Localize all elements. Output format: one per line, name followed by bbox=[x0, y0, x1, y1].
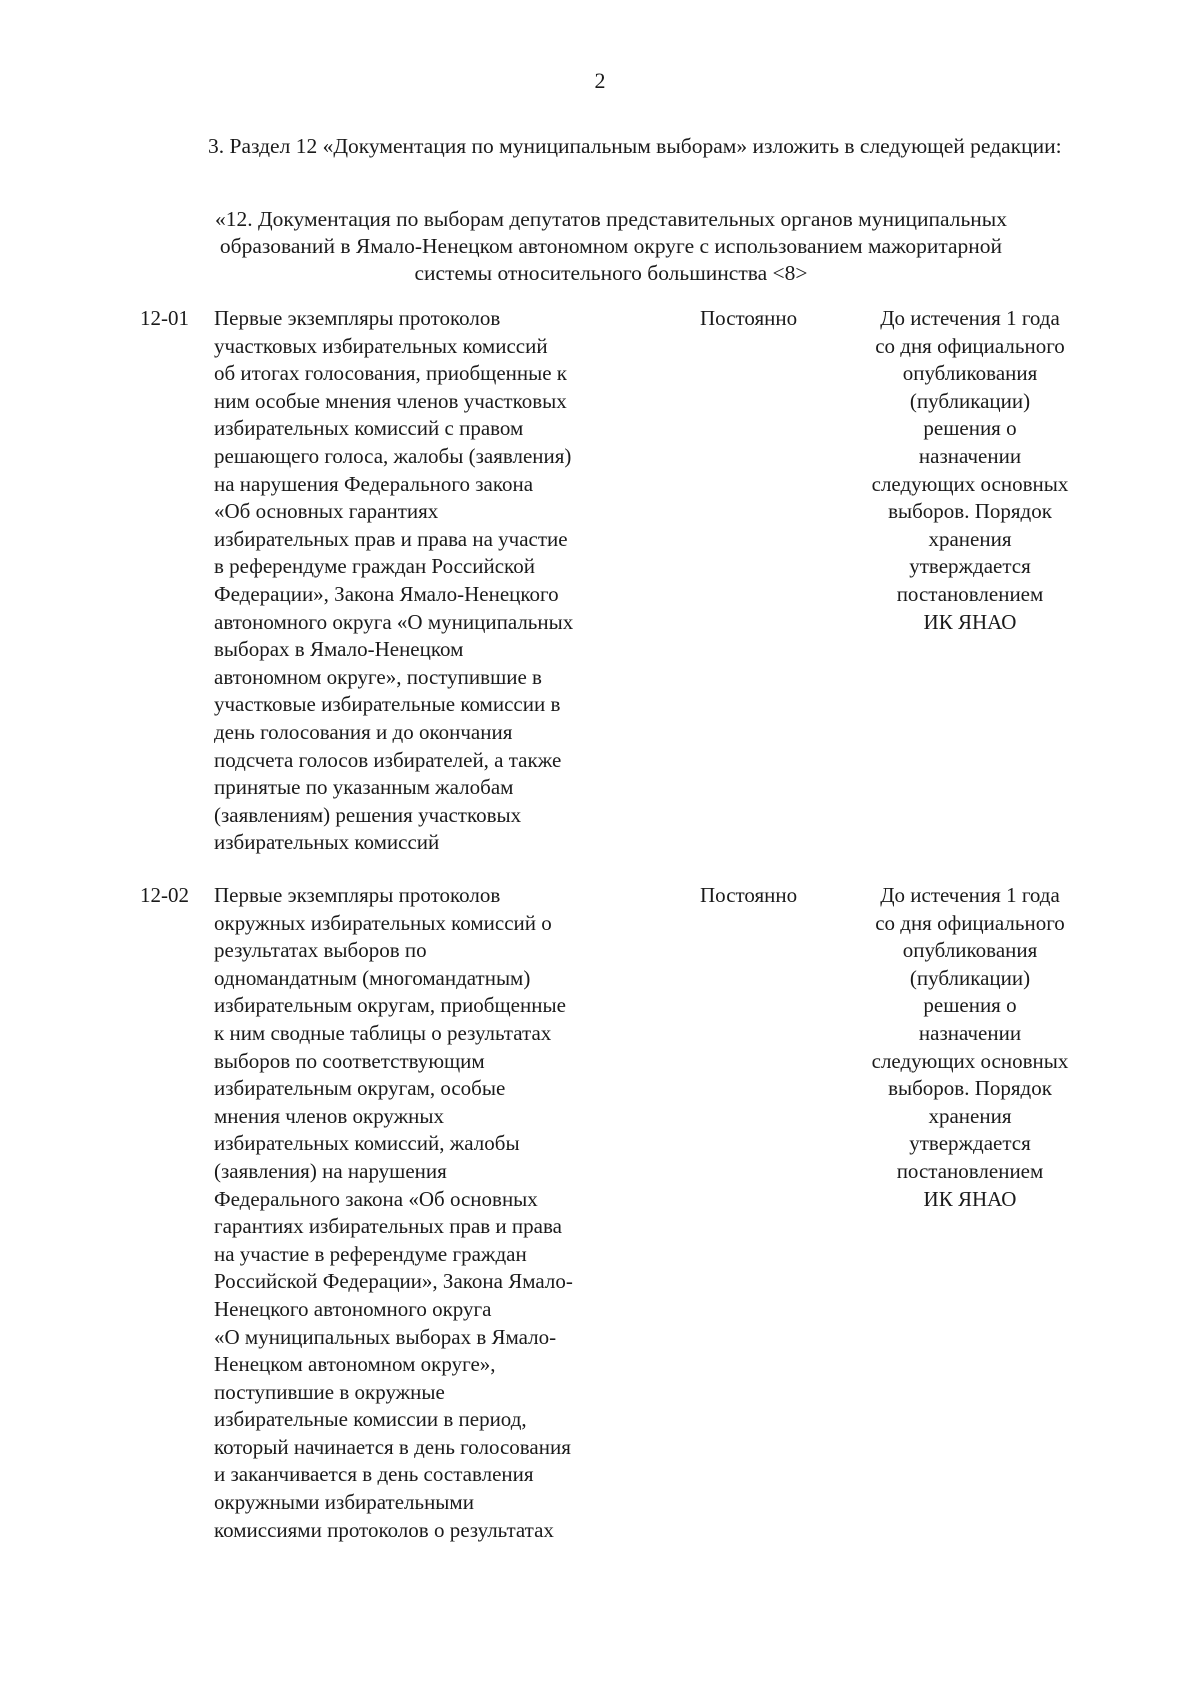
description-line: участковых избирательных комиссий bbox=[214, 333, 548, 358]
retention-term: Постоянно bbox=[700, 883, 798, 907]
description-line: избирательным округам, особые bbox=[214, 1076, 506, 1101]
note-line: ИК ЯНАО bbox=[923, 609, 1017, 634]
description-line: окружными избирательными bbox=[214, 1490, 474, 1515]
note-line: назначении bbox=[918, 443, 1022, 468]
description-line: день голосования и до окончания bbox=[214, 719, 513, 744]
description-line: окружных избирательных комиссий о bbox=[214, 910, 552, 935]
description-line: подсчета голосов избирателей, а также bbox=[214, 747, 562, 772]
amendment-paragraph bbox=[136, 122, 1086, 170]
description-line: и заканчивается в день составления bbox=[214, 1462, 534, 1487]
section-heading-line: образований в Ямало-Ненецком автономном округе с использованием мажоритарной bbox=[219, 234, 1003, 258]
description-line: Первые экземпляры протоколов bbox=[214, 306, 501, 330]
description-line: Российской Федерации», Закона Ямало- bbox=[214, 1269, 573, 1294]
row-code: 12-01 bbox=[140, 306, 189, 330]
note-line: опубликования bbox=[902, 938, 1038, 963]
description-line: мнения членов окружных bbox=[214, 1103, 445, 1128]
note-line: До истечения 1 года bbox=[880, 883, 1060, 907]
note-line: решения о bbox=[923, 993, 1017, 1018]
note-line: решения о bbox=[923, 416, 1017, 441]
note-line: (публикации) bbox=[909, 388, 1031, 413]
note-line: выборов. Порядок bbox=[888, 499, 1052, 524]
description-line: автономном округе», поступившие в bbox=[214, 664, 542, 689]
description-line: в референдуме граждан Российской bbox=[214, 554, 535, 579]
description-line: поступившие в окружные bbox=[214, 1379, 445, 1404]
description-line: на нарушения Федерального закона bbox=[214, 471, 534, 496]
note-line: (публикации) bbox=[909, 965, 1031, 990]
description-line: «Об основных гарантиях bbox=[214, 499, 439, 524]
amendment-text-line: 3. Раздел 12 «Документация по муниципальным выборам» изложить в следующей bbox=[208, 134, 965, 158]
page-number: 2 bbox=[594, 68, 606, 93]
retention-term: Постоянно bbox=[700, 306, 798, 330]
description-line: решающего голоса, жалобы (заявления) bbox=[214, 443, 572, 468]
description-line: (заявления) на нарушения bbox=[214, 1158, 447, 1183]
description-line: «О муниципальных выборах в Ямало- bbox=[214, 1324, 557, 1349]
description-line: Ненецком автономном округе», bbox=[214, 1352, 496, 1377]
description-line: выборах в Ямало-Ненецком bbox=[214, 637, 464, 662]
note-line: ИК ЯНАО bbox=[923, 1186, 1017, 1211]
description-line: Ненецкого автономного округа bbox=[214, 1296, 492, 1321]
note-line: постановлением bbox=[896, 1158, 1044, 1183]
description-line: избирательным округам, приобщенные bbox=[214, 993, 566, 1018]
note-line: со дня официального bbox=[875, 333, 1065, 358]
amendment-text-line: редакции: bbox=[970, 134, 1062, 158]
description-line: избирательных комиссий bbox=[214, 830, 440, 855]
note-line: утверждается bbox=[909, 1131, 1031, 1156]
description-line: избирательных комиссий, жалобы bbox=[214, 1131, 520, 1156]
note-line: опубликования bbox=[902, 361, 1038, 386]
note-line: следующих основных bbox=[871, 1048, 1069, 1073]
retention-note bbox=[840, 305, 1100, 636]
retention-note bbox=[840, 882, 1100, 1213]
description-line: выборов по соответствующим bbox=[214, 1048, 485, 1073]
description-line: автономного округа «О муниципальных bbox=[214, 609, 574, 634]
description-line: к ним сводные таблицы о результатах bbox=[214, 1020, 552, 1045]
row-code: 12-02 bbox=[140, 883, 189, 907]
description-line: Федерации», Закона Ямало-Ненецкого bbox=[214, 581, 559, 606]
note-line: постановлением bbox=[896, 581, 1044, 606]
description-line: ним особые мнения членов участковых bbox=[214, 388, 567, 413]
description-line: который начинается в день голосования bbox=[214, 1434, 571, 1459]
row-description bbox=[214, 305, 634, 857]
description-line: Первые экземпляры протоколов bbox=[214, 883, 501, 907]
description-line: на участие в референдуме граждан bbox=[214, 1241, 527, 1266]
description-line: одномандатным (многомандатным) bbox=[214, 965, 531, 990]
section-heading-line: системы относительного большинства <8> bbox=[414, 261, 808, 285]
note-line: назначении bbox=[918, 1020, 1022, 1045]
note-line: следующих основных bbox=[871, 471, 1069, 496]
description-line: избирательных комиссий с правом bbox=[214, 416, 524, 441]
section-heading-line: «12. Документация по выборам депутатов представительных органов муниципальных bbox=[214, 207, 1007, 231]
note-line: выборов. Порядок bbox=[888, 1076, 1052, 1101]
description-line: избирательные комиссии в период, bbox=[214, 1407, 527, 1432]
description-line: избирательных прав и права на участие bbox=[214, 526, 568, 551]
note-line: хранения bbox=[928, 1103, 1012, 1128]
description-line: участковые избирательные комиссии в bbox=[214, 692, 561, 717]
description-line: (заявлениям) решения участковых bbox=[214, 802, 522, 827]
row-description bbox=[214, 882, 634, 1544]
note-line: хранения bbox=[928, 526, 1012, 551]
description-line: принятые по указанным жалобам bbox=[214, 775, 514, 800]
description-line: Федерального закона «Об основных bbox=[214, 1186, 538, 1211]
section-heading bbox=[136, 206, 1086, 287]
description-line: комиссиями протоколов о результатах bbox=[214, 1517, 554, 1542]
note-line: со дня официального bbox=[875, 910, 1065, 935]
description-line: об итогах голосования, приобщенные к bbox=[214, 361, 568, 386]
description-line: гарантиях избирательных прав и права bbox=[214, 1214, 562, 1239]
description-line: результатах выборов по bbox=[214, 938, 427, 963]
note-line: До истечения 1 года bbox=[880, 306, 1060, 330]
note-line: утверждается bbox=[909, 554, 1031, 579]
